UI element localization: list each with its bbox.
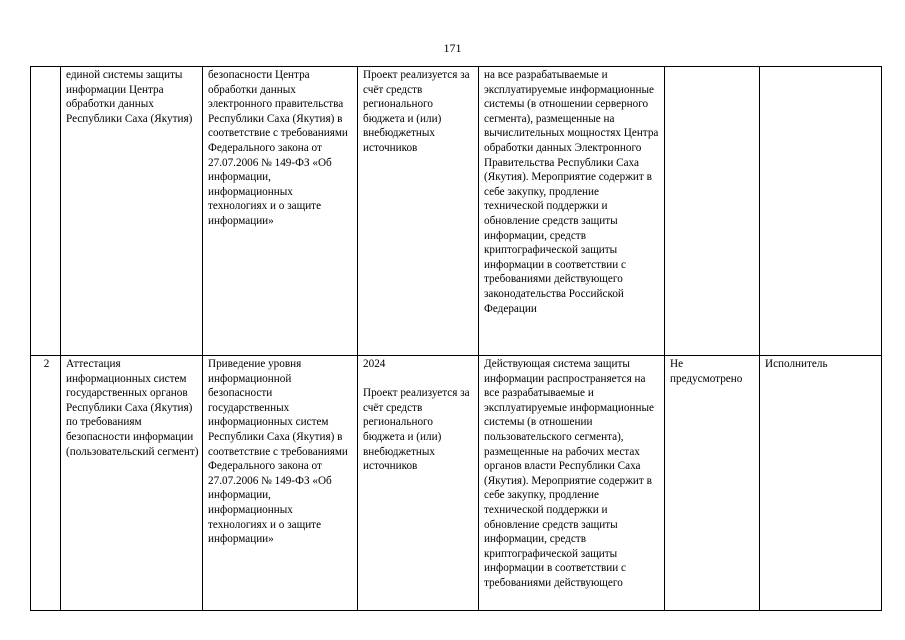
table-row bbox=[31, 356, 882, 611]
description-cell: Действующая система защиты информации распространяется на все разрабатываемые и эксплуатируемые информационные системы (в отношении пользовательского сегмента), размещенные на рабочих местах органов власти Республики Саха (Якутия). Мероприятие содержит в себе закупку, продление технической поддержки и обновление средств защиты информации, средств криптографической защиты информации в соответствии с требованиями действующего bbox=[479, 356, 665, 611]
table-row bbox=[31, 67, 882, 356]
row-number-cell: 2 bbox=[31, 356, 61, 611]
period-year: 2024 bbox=[363, 358, 386, 370]
measure-name-cell: Аттестация информационных систем государственных органов Республики Саха (Якутия) по требованиям безопасности информации (пользовательский сегмент) bbox=[61, 356, 203, 611]
period-cell bbox=[358, 356, 479, 611]
role-cell bbox=[760, 67, 882, 356]
funding-source: Проект реализуется за счёт средств регионального бюджета и (или) внебюджетных источников bbox=[363, 387, 470, 473]
page-number: 171 bbox=[443, 41, 462, 55]
measure-name-cell: единой системы защиты информации Центра обработки данных Республики Саха (Якутия) bbox=[61, 67, 203, 356]
period-cell bbox=[358, 67, 479, 356]
status-cell bbox=[665, 67, 760, 356]
status-cell: Не предусмотрено bbox=[665, 356, 760, 611]
description-cell: на все разрабатываемые и эксплуатируемые информационные системы (в отношении серверного сегмента), размещенные на вычислительных мощностях Центра обработки данных Электронного Правительства Республики Саха (Якутия). Мероприятие содержит в себе закупку, продление технической поддержки и обновление средств защиты информации, средств криптографической защиты информации в соответствии с требованиями действующего законодательства Российской Федерации bbox=[479, 67, 665, 356]
row-number-cell bbox=[31, 67, 61, 356]
measure-basis-cell: безопасности Центра обработки данных электронного правительства Республики Саха (Якутия) в соответствие с требованиями Федерального закона от 27.07.2006 № 149-ФЗ «Об информации, информационных технологиях и о защите информации» bbox=[203, 67, 358, 356]
measure-basis-cell: Приведение уровня информационной безопасности государственных информационных систем Республики Саха (Якутия) в соответствие с требованиями Федерального закона от 27.07.2006 № 149-ФЗ «Об информации, информационных технологиях и о защите информации» bbox=[203, 356, 358, 611]
paragraph-gap bbox=[363, 372, 475, 387]
funding-source: Проект реализуется за счёт средств регионального бюджета и (или) внебюджетных источников bbox=[363, 69, 470, 154]
role-cell: Исполнитель bbox=[760, 356, 882, 611]
measures-table bbox=[30, 66, 882, 611]
